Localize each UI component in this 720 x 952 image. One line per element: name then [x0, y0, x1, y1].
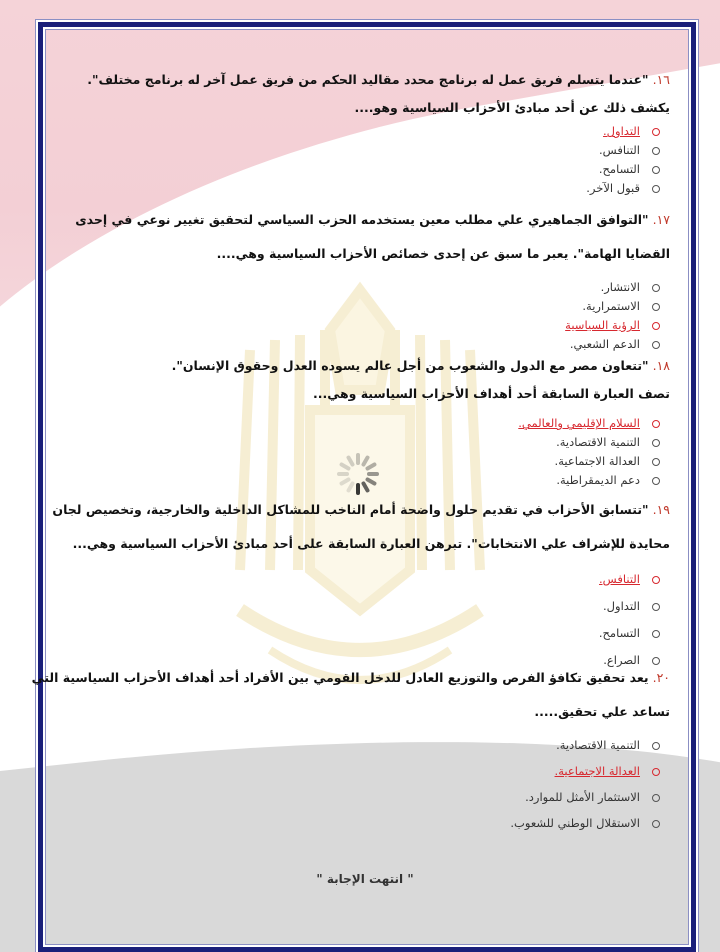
question-stem-line: القضايا الهامة". يعبر ما سبق عن إحدى خصائص الأحزاب السياسية وهي....	[216, 246, 670, 261]
options-list	[60, 566, 670, 674]
bullet-circle-icon	[652, 630, 660, 638]
option[interactable]: الانتشار.	[60, 278, 670, 297]
bullet-circle-icon	[652, 185, 660, 193]
question-number: ١٦.	[652, 72, 670, 87]
question-stem-line: تساعد علي تحقيق.....	[534, 704, 670, 719]
bullet-circle-icon	[652, 458, 660, 466]
option[interactable]: التداول.	[60, 593, 670, 620]
bullet-circle-icon	[652, 477, 660, 485]
bullet-circle-icon	[652, 303, 660, 311]
options-list	[60, 278, 670, 354]
question-stem-line: يكشف ذلك عن أحد مبادئ الأحزاب السياسية وهو....	[354, 100, 670, 115]
question-20	[31, 664, 670, 836]
options-list	[60, 122, 670, 198]
option[interactable]: الاستثمار الأمثل للموارد.	[60, 784, 670, 810]
question-stem-line: ٢٠.يعد تحقيق تكافؤ الفرص والتوزيع العادل للدخل القومي بين الأفراد أحد أهداف الأحزاب السياسية التي	[31, 670, 670, 685]
option[interactable]: الاستمرارية.	[60, 297, 670, 316]
option-correct[interactable]: الرؤية السياسية	[60, 316, 670, 335]
bullet-circle-icon	[652, 166, 660, 174]
question-number: ٢٠.	[652, 670, 670, 685]
option[interactable]: الصراع.	[60, 647, 670, 674]
option[interactable]: التنمية الاقتصادية.	[60, 433, 670, 452]
bullet-circle-icon	[652, 603, 660, 611]
bullet-circle-icon	[652, 147, 660, 155]
option-correct[interactable]: التداول.	[60, 122, 670, 141]
bullet-circle-icon	[652, 439, 660, 447]
loading-spinner-icon	[336, 452, 380, 496]
options-list	[60, 732, 670, 836]
bullet-circle-icon	[652, 820, 660, 828]
option[interactable]: قبول الآخر.	[60, 179, 670, 198]
option[interactable]: التسامح.	[60, 160, 670, 179]
end-of-answers-text: " انتهت الإجابة "	[316, 872, 414, 886]
option-correct[interactable]: العدالة الاجتماعية.	[60, 758, 670, 784]
question-number: ١٩.	[652, 502, 670, 517]
bullet-circle-icon	[652, 284, 660, 292]
question-stem-line: تصف العبارة السابقة أحد أهداف الأحزاب السياسية وهي...	[313, 386, 670, 401]
option[interactable]: التنمية الاقتصادية.	[60, 732, 670, 758]
question-number: ١٧.	[652, 212, 670, 227]
bullet-circle-icon	[652, 576, 660, 584]
bullet-circle-icon	[652, 742, 660, 750]
option-correct[interactable]: التنافس.	[60, 566, 670, 593]
option[interactable]: العدالة الاجتماعية.	[60, 452, 670, 471]
bullet-circle-icon	[652, 794, 660, 802]
question-19	[52, 496, 670, 674]
option[interactable]: الدعم الشعبي.	[60, 335, 670, 354]
question-stem-line: ١٩."تتسابق الأحزاب في تقديم حلول واضحة أمام الناخب للمشاكل الداخلية والخارجية، وتخصيص لجان	[52, 502, 670, 517]
bullet-circle-icon	[652, 322, 660, 330]
option[interactable]: التسامح.	[60, 620, 670, 647]
question-16	[60, 66, 670, 198]
option[interactable]: دعم الديمقراطية.	[60, 471, 670, 490]
option[interactable]: الاستقلال الوطني للشعوب.	[60, 810, 670, 836]
bullet-circle-icon	[652, 768, 660, 776]
option-correct[interactable]: السلام الإقليمي والعالمي.	[60, 414, 670, 433]
question-stem-line: ١٨."تتعاون مصر مع الدول والشعوب من أجل عالم يسوده العدل وحقوق الإنسان".	[171, 358, 670, 373]
bullet-circle-icon	[652, 128, 660, 136]
question-stem-line: ١٦."عندما يتسلم فريق عمل له برنامج محدد مقاليد الحكم من فريق عمل آخر له برنامج مختلف".	[87, 72, 670, 87]
question-stem-line: ١٧."التوافق الجماهيري علي مطلب معين يستخدمه الحزب السياسي لتحقيق تغيير نوعي في إحدى	[75, 212, 670, 227]
bullet-circle-icon	[652, 420, 660, 428]
question-17	[60, 206, 670, 354]
bullet-circle-icon	[652, 341, 660, 349]
option[interactable]: التنافس.	[60, 141, 670, 160]
question-stem-line: محايدة للإشراف علي الانتخابات". تبرهن العبارة السابقة على أحد مبادئ الأحزاب السياسية وهي...	[72, 536, 670, 551]
question-number: ١٨.	[652, 358, 670, 373]
